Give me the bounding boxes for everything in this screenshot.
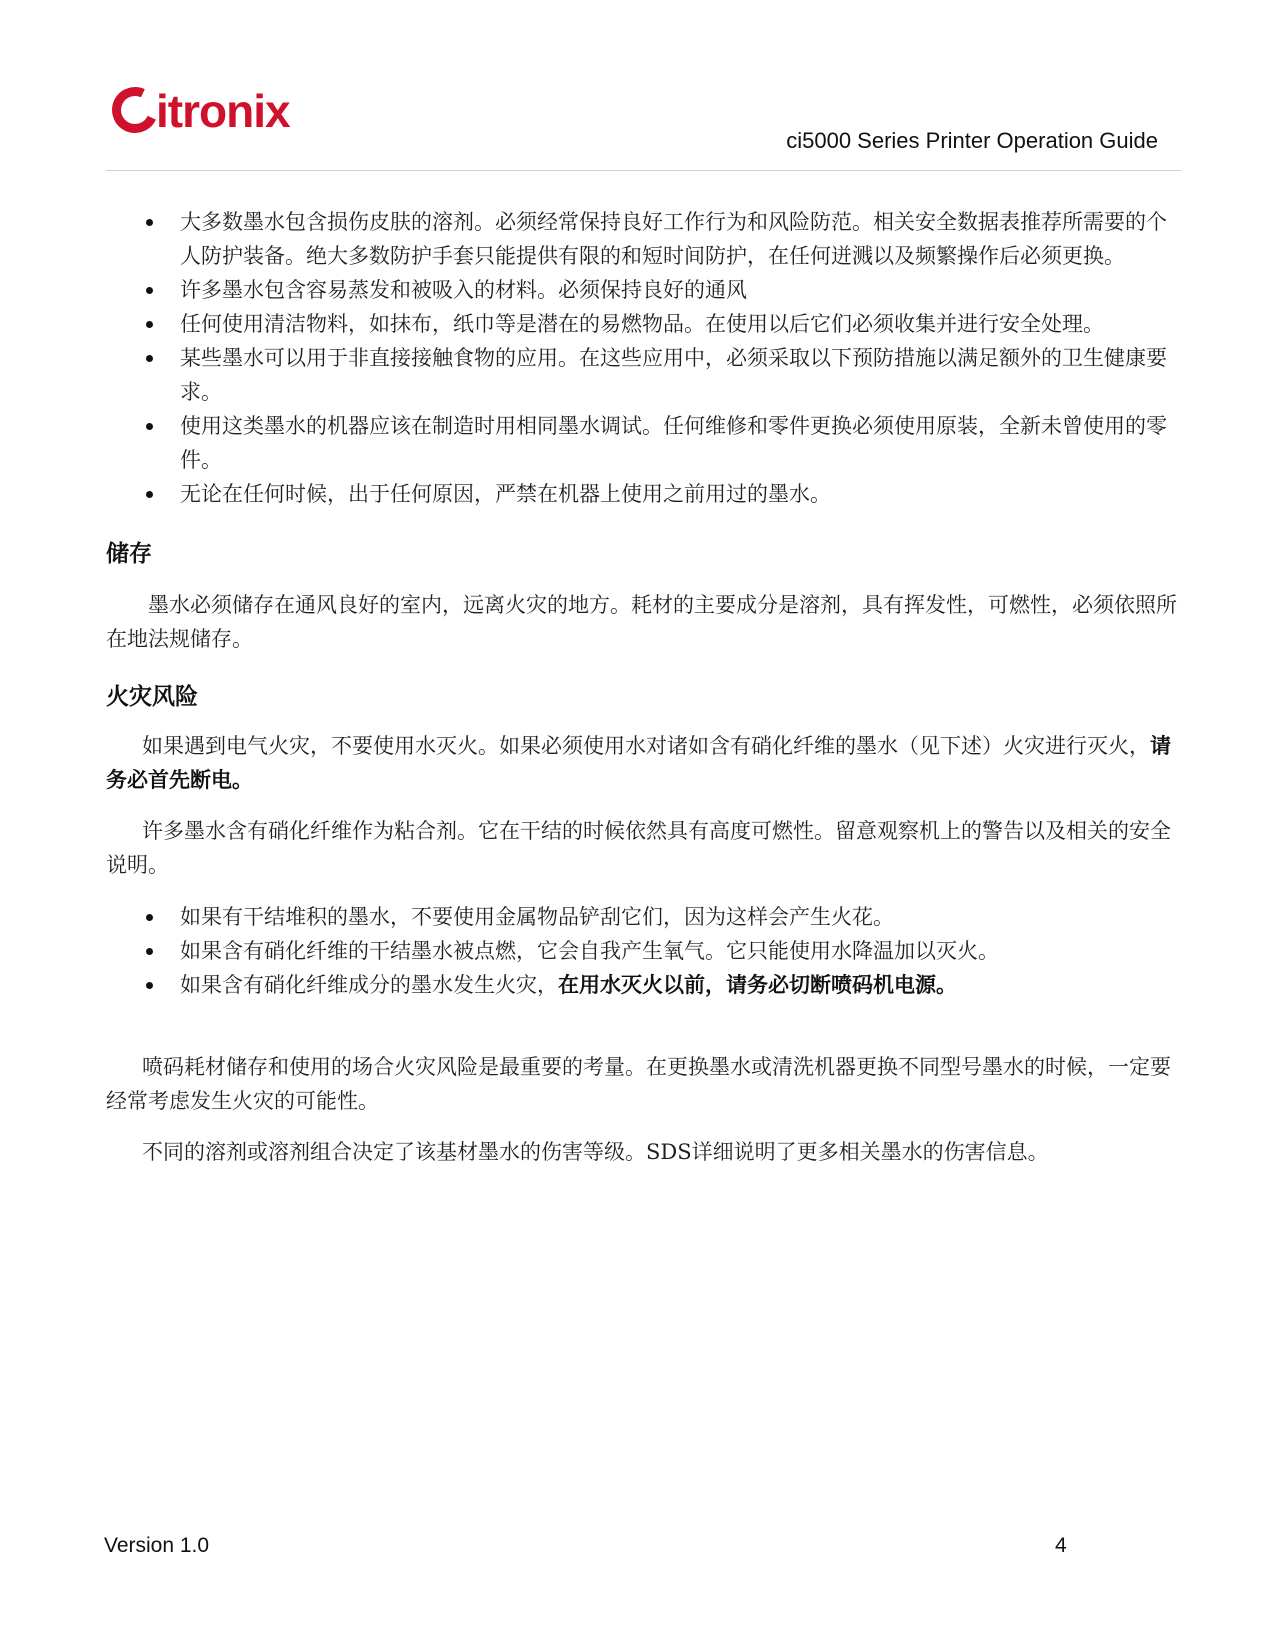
list-item: 任何使用清洁物料，如抹布，纸巾等是潜在的易燃物品。在使用以后它们必须收集并进行安全处理。 [106, 307, 1181, 341]
storage-heading: 储存 [106, 541, 152, 567]
document-title: ci5000 Series Printer Operation Guide [786, 128, 1158, 153]
page-content [106, 205, 1181, 1169]
list-item: 许多墨水包含容易蒸发和被吸入的材料。必须保持良好的通风 [106, 273, 1181, 307]
fire-paragraph-1-warning: 请务必首先断电。 [106, 733, 1171, 792]
fire-paragraph-1 [106, 729, 1181, 797]
list-item: 如果有干结堆积的墨水，不要使用金属物品铲刮它们，因为这样会产生火花。 [106, 900, 1181, 934]
list-item: 大多数墨水包含损伤皮肤的溶剂。必须经常保持良好工作行为和风险防范。相关安全数据表推荐所需要的个人防护装备。绝大多数防护手套只能提供有限的和短时间防护，在任何迸溅以及频繁操作后必须更换。 [106, 205, 1181, 273]
safety-bullet-list [106, 205, 1181, 511]
list-item: 无论在任何时候，出于任何原因，严禁在机器上使用之前用过的墨水。 [106, 477, 1181, 511]
header-divider [106, 170, 1181, 171]
fire-paragraph-2: 许多墨水含有硝化纤维作为粘合剂。它在干结的时候依然具有高度可燃性。留意观察机上的警告以及相关的安全说明。 [106, 819, 1171, 877]
fire-bullet-list [106, 900, 1181, 1002]
fire-paragraph-4: 不同的溶剂或溶剂组合决定了该基材墨水的伤害等级。SDS详细说明了更多相关墨水的伤害信息。 [142, 1140, 1049, 1164]
list-item: 使用这类墨水的机器应该在制造时用相同墨水调试。任何维修和零件更换必须使用原装，全新未曾使用的零件。 [106, 409, 1181, 477]
citronix-logo [112, 84, 290, 144]
list-item: 某些墨水可以用于非直接接触食物的应用。在这些应用中，必须采取以下预防措施以满足额外的卫生健康要求。 [106, 341, 1181, 409]
fire-paragraph-1-text: 如果遇到电气火灾，不要使用水灭火。如果必须使用水对诸如含有硝化纤维的墨水（见下述）火灾进行灭火， [142, 734, 1150, 758]
list-item [106, 968, 1181, 1002]
list-item-warning: 在用水灭火以前，请务必切断喷码机电源。 [558, 972, 957, 997]
fire-risk-heading: 火灾风险 [106, 684, 198, 710]
logo-wordmark: itronix [156, 85, 290, 137]
list-item: 如果含有硝化纤维的干结墨水被点燃，它会自我产生氧气。它只能使用水降温加以灭火。 [106, 934, 1181, 968]
list-item-text: 如果含有硝化纤维成分的墨水发生火灾， [180, 973, 558, 997]
storage-paragraph: 墨水必须储存在通风良好的室内，远离火灾的地方。耗材的主要成分是溶剂，具有挥发性，可燃性，必须依照所在地法规储存。 [106, 593, 1177, 651]
version-label: Version 1.0 [104, 1534, 210, 1557]
fire-paragraph-3: 喷码耗材储存和使用的场合火灾风险是最重要的考量。在更换墨水或清洗机器更换不同型号墨水的时候，一定要经常考虑发生火灾的可能性。 [106, 1055, 1171, 1113]
page-number: 4 [1055, 1534, 1067, 1557]
